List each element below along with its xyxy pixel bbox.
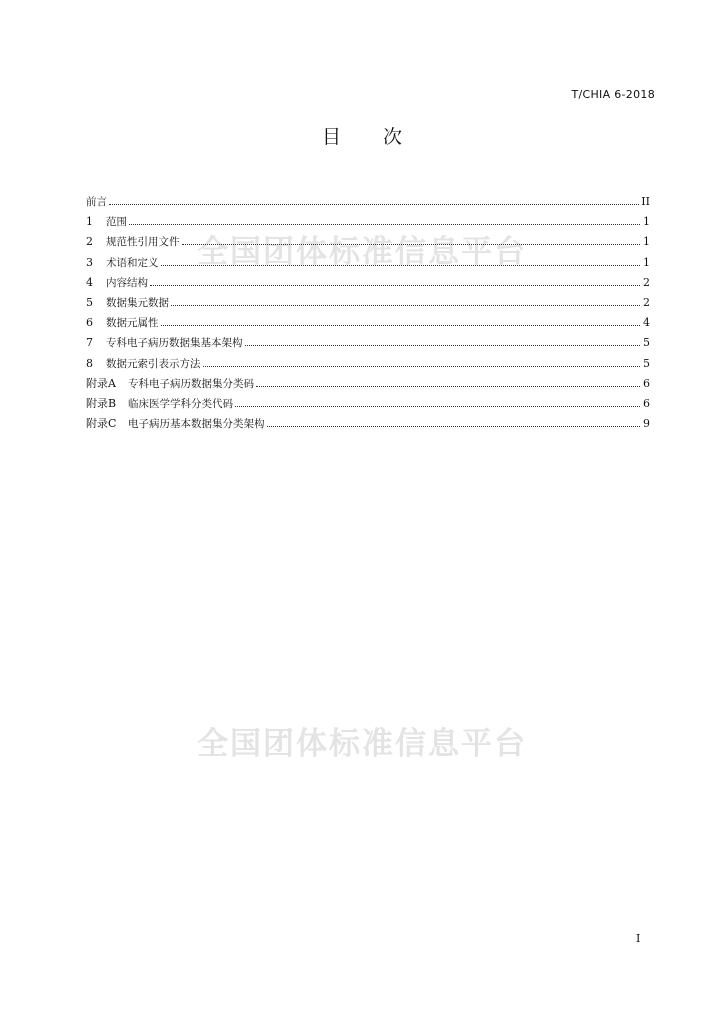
toc-label: 前言 — [86, 196, 107, 208]
toc-page: 1 — [643, 215, 650, 229]
toc-entry-9[interactable] — [86, 374, 650, 394]
standard-number: T/CHIA 6-2018 — [571, 88, 655, 101]
toc-page: 1 — [643, 235, 650, 249]
toc-leader — [203, 366, 641, 367]
table-of-contents — [86, 192, 650, 434]
toc-entry-11[interactable] — [86, 414, 650, 434]
toc-label: 规范性引用文件 — [106, 236, 180, 249]
toc-entry-3[interactable] — [86, 253, 650, 273]
toc-page: 6 — [643, 376, 650, 390]
toc-num: 附录A — [86, 376, 116, 390]
toc-label: 专科电子病历数据集基本架构 — [106, 337, 243, 350]
toc-num: 7 — [86, 336, 93, 350]
page-title: 目 次 — [321, 126, 421, 148]
toc-label: 术语和定义 — [106, 256, 159, 269]
toc-num: 3 — [86, 255, 93, 269]
page-number: I — [636, 932, 641, 945]
toc-num: 附录C — [86, 417, 117, 431]
toc-page: 1 — [643, 255, 650, 269]
toc-num: 2 — [86, 235, 93, 249]
toc-leader — [161, 265, 641, 266]
toc-entry-7[interactable] — [86, 333, 650, 353]
watermark-top: 全国团体标准信息平台 — [197, 234, 527, 270]
toc-entry-4[interactable] — [86, 273, 650, 293]
toc-label: 数据元索引表示方法 — [106, 357, 201, 370]
toc-leader — [109, 204, 639, 205]
toc-leader — [267, 426, 641, 427]
toc-num: 5 — [86, 295, 93, 309]
watermark-bottom: 全国团体标准信息平台 — [197, 726, 527, 762]
toc-entry-10[interactable] — [86, 394, 650, 414]
toc-entry-8[interactable] — [86, 354, 650, 374]
toc-leader — [256, 386, 640, 387]
toc-page: 2 — [643, 295, 650, 309]
toc-entry-0[interactable] — [86, 192, 650, 212]
toc-num: 1 — [86, 215, 93, 229]
toc-label: 内容结构 — [106, 276, 148, 289]
toc-leader — [182, 244, 641, 245]
toc-label: 数据元属性 — [106, 317, 159, 330]
toc-num: 附录B — [86, 396, 117, 410]
toc-label: 数据集元数据 — [106, 296, 169, 309]
toc-label: 范围 — [106, 216, 127, 229]
toc-num: 4 — [86, 275, 93, 289]
toc-page: 9 — [643, 417, 650, 431]
toc-entry-6[interactable] — [86, 313, 650, 333]
toc-leader — [245, 345, 641, 346]
toc-leader — [161, 325, 641, 326]
toc-entry-5[interactable] — [86, 293, 650, 313]
toc-leader — [150, 285, 640, 286]
toc-entry-1[interactable] — [86, 212, 650, 232]
toc-label: 临床医学学科分类代码 — [128, 397, 233, 410]
toc-label: 专科电子病历数据集分类码 — [128, 377, 254, 390]
toc-page: II — [641, 195, 650, 208]
toc-page: 5 — [643, 356, 650, 370]
toc-page: 6 — [643, 396, 650, 410]
toc-page: 4 — [643, 316, 650, 330]
toc-entry-2[interactable] — [86, 232, 650, 252]
toc-leader — [235, 406, 640, 407]
toc-leader — [129, 224, 640, 225]
toc-page: 2 — [643, 275, 650, 289]
toc-page: 5 — [643, 336, 650, 350]
toc-num: 8 — [86, 356, 93, 370]
toc-label: 电子病历基本数据集分类架构 — [128, 418, 265, 431]
toc-num: 6 — [86, 316, 93, 330]
toc-leader — [171, 305, 640, 306]
